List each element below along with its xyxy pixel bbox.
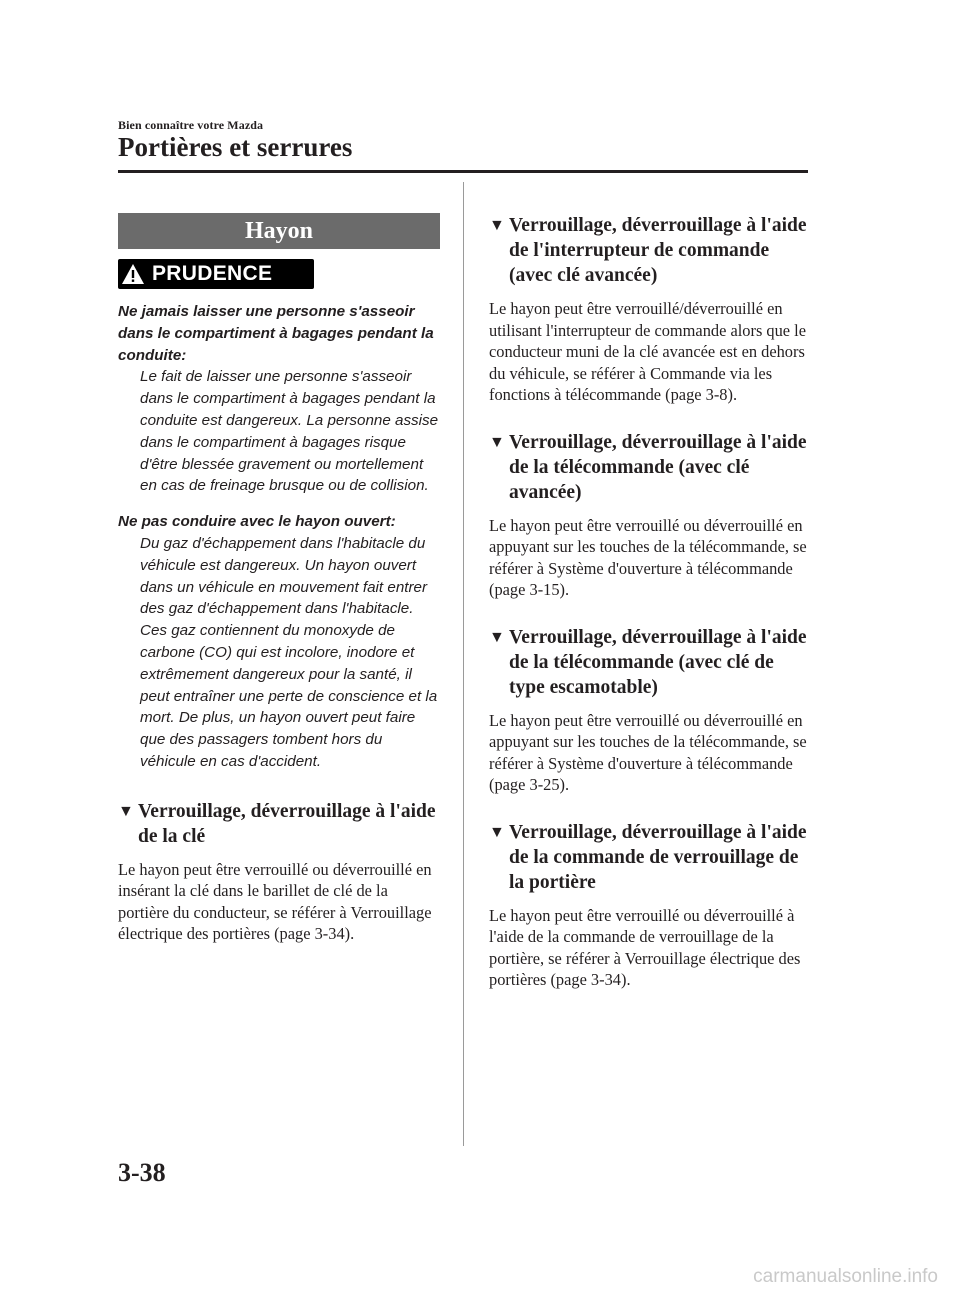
warning-triangle-icon <box>118 259 148 289</box>
subsection-body: Le hayon peut être verrouillé/déverrouillé en utilisant l'interrupteur de commande alors que le conducteur muni de la clé avancée est en dehors du véhicule, se référer à Commande via les fonctions à télécommande (page 3-8). <box>489 299 807 404</box>
warning-title: Ne pas conduire avec le hayon ouvert: <box>118 513 396 531</box>
triangle-down-icon: ▼ <box>489 823 505 841</box>
warning-body: Du gaz d'échappement dans l'habitacle du véhicule est dangereux. Un hayon ouvert dans un véhicule en mouvement fait entrer des gaz d'échappement dans l'habitacle. Ces gaz contiennent du monoxyde de carbone (CO) qui est incolore, inodore et extrêmement dangereux pour la santé, il peut entraîner une perte de conscience et la mort. De plus, un hayon ouvert peut faire que des passagers tombent hors du véhicule en cas d'accident. <box>140 534 438 770</box>
warning-title: Ne jamais laisser une personne s'asseoir dans le compartiment à bagages pendant la conduite: <box>118 303 434 364</box>
subsection-body: Le hayon peut être verrouillé ou déverrouillé en appuyant sur les touches de la télécommande, se référer à Système d'ouverture à télécommande (page 3-15). <box>489 515 807 599</box>
subsection-heading <box>489 430 811 505</box>
subsection-heading-text: Verrouillage, déverrouillage à l'aide de la télécommande (avec clé de type escamotable) <box>509 626 807 698</box>
subsection <box>489 213 811 406</box>
subsection-body: Le hayon peut être verrouillé ou déverrouillé en insérant la clé dans le barillet de clé de la portière du conducteur, se référer à Verrouillage électrique des portières (page 3-34). <box>118 859 432 944</box>
subsection-heading-text: Verrouillage, déverrouillage à l'aide de la commande de verrouillage de la portière <box>509 821 807 893</box>
subsection-heading-text: Verrouillage, déverrouillage à l'aide de la clé <box>138 800 436 847</box>
triangle-down-icon: ▼ <box>489 433 505 451</box>
section-title-banner: Hayon <box>118 213 440 249</box>
left-column <box>118 213 440 945</box>
header-rule <box>118 170 808 173</box>
right-column <box>489 213 811 991</box>
subsection-heading <box>489 625 811 700</box>
subsection-heading-text: Verrouillage, déverrouillage à l'aide de l'interrupteur de commande (avec clé avancée) <box>509 215 807 286</box>
triangle-down-icon: ▼ <box>489 217 505 234</box>
warning-body: Le fait de laisser une personne s'asseoir dans le compartiment à bagages pendant la conduite est dangereux. La personne assise dans le compartiment à bagages risque d'être blessée gravement ou mortellement en cas de freinage brusque ou de collision. <box>140 368 439 495</box>
subsection <box>118 799 440 945</box>
subsection-body: Le hayon peut être verrouillé ou déverrouillé à l'aide de la commande de verrouillage de la portière, se référer à Verrouillage électrique des portières (page 3-34). <box>489 905 801 989</box>
subsection-heading <box>118 799 440 849</box>
subsection <box>489 820 811 991</box>
watermark: carmanualsonline.info <box>753 1266 938 1287</box>
subsection-heading <box>489 820 811 895</box>
caution-badge <box>118 259 314 289</box>
warning-block <box>118 301 440 497</box>
column-divider <box>463 182 464 1146</box>
subsection-body: Le hayon peut être verrouillé ou déverrouillé en appuyant sur les touches de la télécommande, se référer à Système d'ouverture à télécommande (page 3-25). <box>489 710 807 794</box>
triangle-down-icon: ▼ <box>489 628 505 646</box>
chapter-label: Bien connaître votre Mazda <box>118 118 264 132</box>
page-title: Portières et serrures <box>118 132 353 162</box>
warning-block <box>118 511 440 773</box>
subsection-heading <box>489 213 811 288</box>
subsection <box>489 430 811 601</box>
subsection-heading-text: Verrouillage, déverrouillage à l'aide de la télécommande (avec clé avancée) <box>509 431 807 503</box>
caution-label: PRUDENCE <box>152 262 273 285</box>
subsection <box>489 625 811 796</box>
triangle-down-icon: ▼ <box>118 802 134 820</box>
page-number: 3-38 <box>118 1158 166 1187</box>
